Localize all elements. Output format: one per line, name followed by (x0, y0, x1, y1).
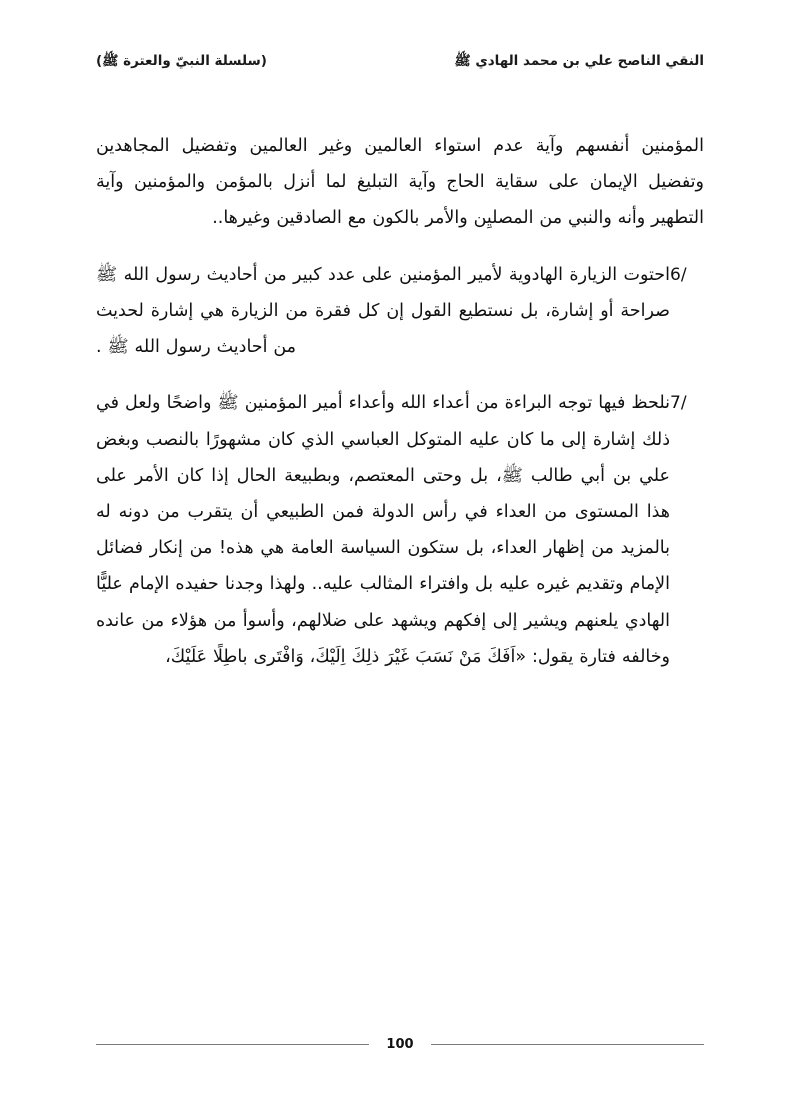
paragraph-text: المؤمنين أنفسهم وآية عدم استواء العالمين وغير العالمين وتفضيل المجاهدين وتفضيل الإيمان على سقاية الحاج وآية التبليغ لما أنزل بالمؤمن والمؤمنين وآية التطهير وأنه والنبي من المصليِن والأمر بالكون مع الصادقين وغيرها.. (96, 136, 704, 229)
paragraph-number: 7/ (670, 393, 687, 414)
paragraph-continuation (96, 128, 704, 237)
paragraph-number: 6/ (670, 264, 687, 285)
paragraph-item-6 (96, 257, 704, 366)
running-header (96, 52, 704, 71)
page-number: 100 (386, 1037, 414, 1052)
paragraph-text: نلحظ فيها توجه البراءة من أعداء الله وأعداء أمير المؤمنين ﷺ واضحًا ولعل في ذلك إشارة إلى ما كان عليه المتوكل العباسي الذي كان مشهورًا بالنصب وبغض علي بن أبي طالب ﷺ، بل وحتى المعتصم، وبطبيعة الحال إذا كان الأمر على هذا المستوى من العداء في رأس الدولة فمن الطبيعي أن يتقرب من دونه له بالمزيد من إظهار العداء، بل ستكون السياسة العامة هي هذه! من إنكار فضائل الإمام وتقديم غيره عليه بل وافتراء المثالب عليه.. ولهذا وجدنا حفيده الإمام عليًّا الهادي يلعنهم ويشير إلى إفكهم ويشهد على ضلالهم، وأسوأ من هؤلاء من عانده وخالفه فتارة يقول: «اَفَكَ مَنْ نَسَبَ غَيْرَ ذلِكَ اِلَيْكَ، وَافْتَرى باطِلًا عَلَيْكَ، (96, 393, 670, 667)
paragraph-text: احتوت الزيارة الهادوية لأمير المؤمنين على عدد كبير من أحاديث رسول الله ﷺ صراحة أو إشارة، بل نستطيع القول إن كل فقرة من الزيارة هي إشارة لحديث من أحاديث رسول الله ﷺ . (96, 264, 670, 358)
header-book-title: النقي الناصح علي بن محمد الهادي ﷺ (454, 53, 704, 69)
paragraph-item-7 (96, 385, 704, 675)
page-footer (96, 1037, 704, 1052)
page-body (96, 128, 704, 990)
header-series-title: (سلسلة النبيّ والعترة ﷺ) (96, 53, 267, 69)
footer-rule-left (96, 1044, 369, 1045)
footer-rule-right (431, 1044, 704, 1045)
